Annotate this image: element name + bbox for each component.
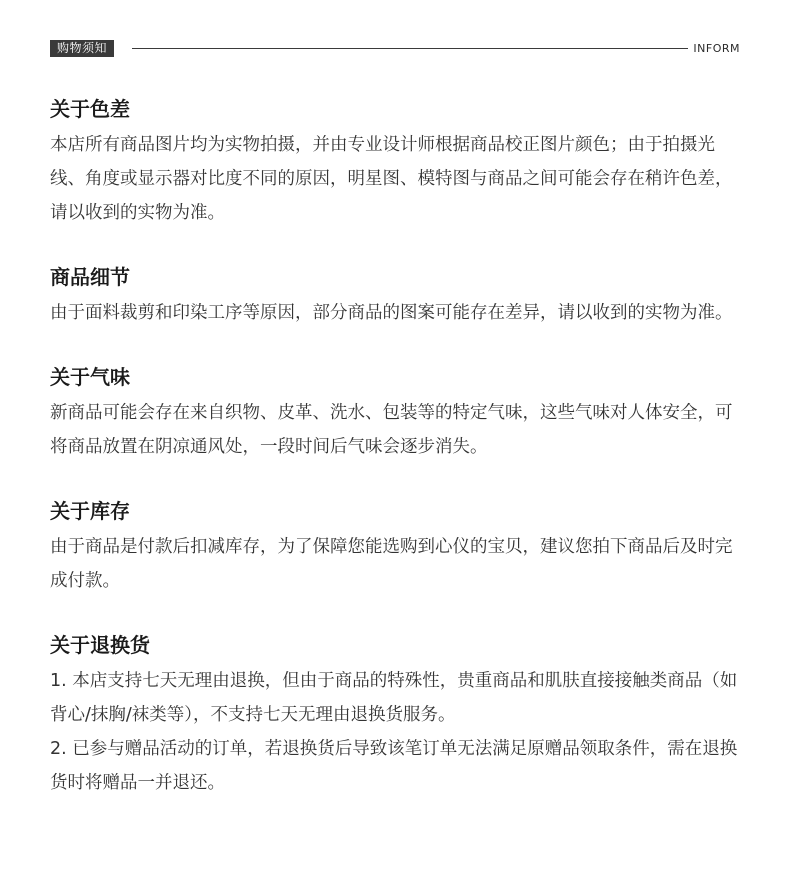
section-paragraph: 由于商品是付款后扣减库存，为了保障您能选购到心仪的宝贝，建议您拍下商品后及时完成付款。 <box>50 537 733 591</box>
section-paragraph: 新商品可能会存在来自织物、皮革、洗水、包装等的特定气味，这些气味对人体安全，可将商品放置在阴凉通风处，一段时间后气味会逐步消失。 <box>50 403 733 457</box>
section-body <box>50 296 742 330</box>
section-body <box>50 128 742 230</box>
section-body <box>50 530 742 598</box>
section-title: 关于退换货 <box>50 633 150 657</box>
section-body <box>50 396 742 464</box>
section-paragraph: 2. 已参与赠品活动的订单，若退换货后导致该笔订单无法满足原赠品领取条件，需在退换货时将赠品一并退还。 <box>50 739 738 793</box>
section-paragraph: 1. 本店支持七天无理由退换，但由于商品的特殊性，贵重商品和肌肤直接接触类商品（如背心/抹胸/袜类等），不支持七天无理由退换货服务。 <box>50 671 738 725</box>
section-odor <box>50 362 742 464</box>
section-paragraph: 由于面料裁剪和印染工序等原因，部分商品的图案可能存在差异，请以收到的实物为准。 <box>50 303 733 323</box>
section-title: 关于色差 <box>50 97 130 121</box>
section-title: 关于气味 <box>50 365 130 389</box>
header-inform-label: INFORM <box>693 42 740 55</box>
page-header <box>50 40 740 58</box>
section-inventory <box>50 496 742 598</box>
section-paragraph: 本店所有商品图片均为实物拍摄，并由专业设计师根据商品校正图片颜色；由于拍摄光线、角度或显示器对比度不同的原因，明星图、模特图与商品之间可能会存在稍许色差，请以收到的实物为准。 <box>50 135 733 223</box>
section-color-difference <box>50 94 742 230</box>
section-returns <box>50 630 742 800</box>
section-title: 关于库存 <box>50 499 130 523</box>
header-tag: 购物须知 <box>50 40 114 57</box>
section-title: 商品细节 <box>50 265 130 289</box>
notice-content <box>50 94 742 832</box>
section-product-details <box>50 262 742 330</box>
section-body <box>50 664 742 800</box>
header-divider-line <box>132 48 688 49</box>
